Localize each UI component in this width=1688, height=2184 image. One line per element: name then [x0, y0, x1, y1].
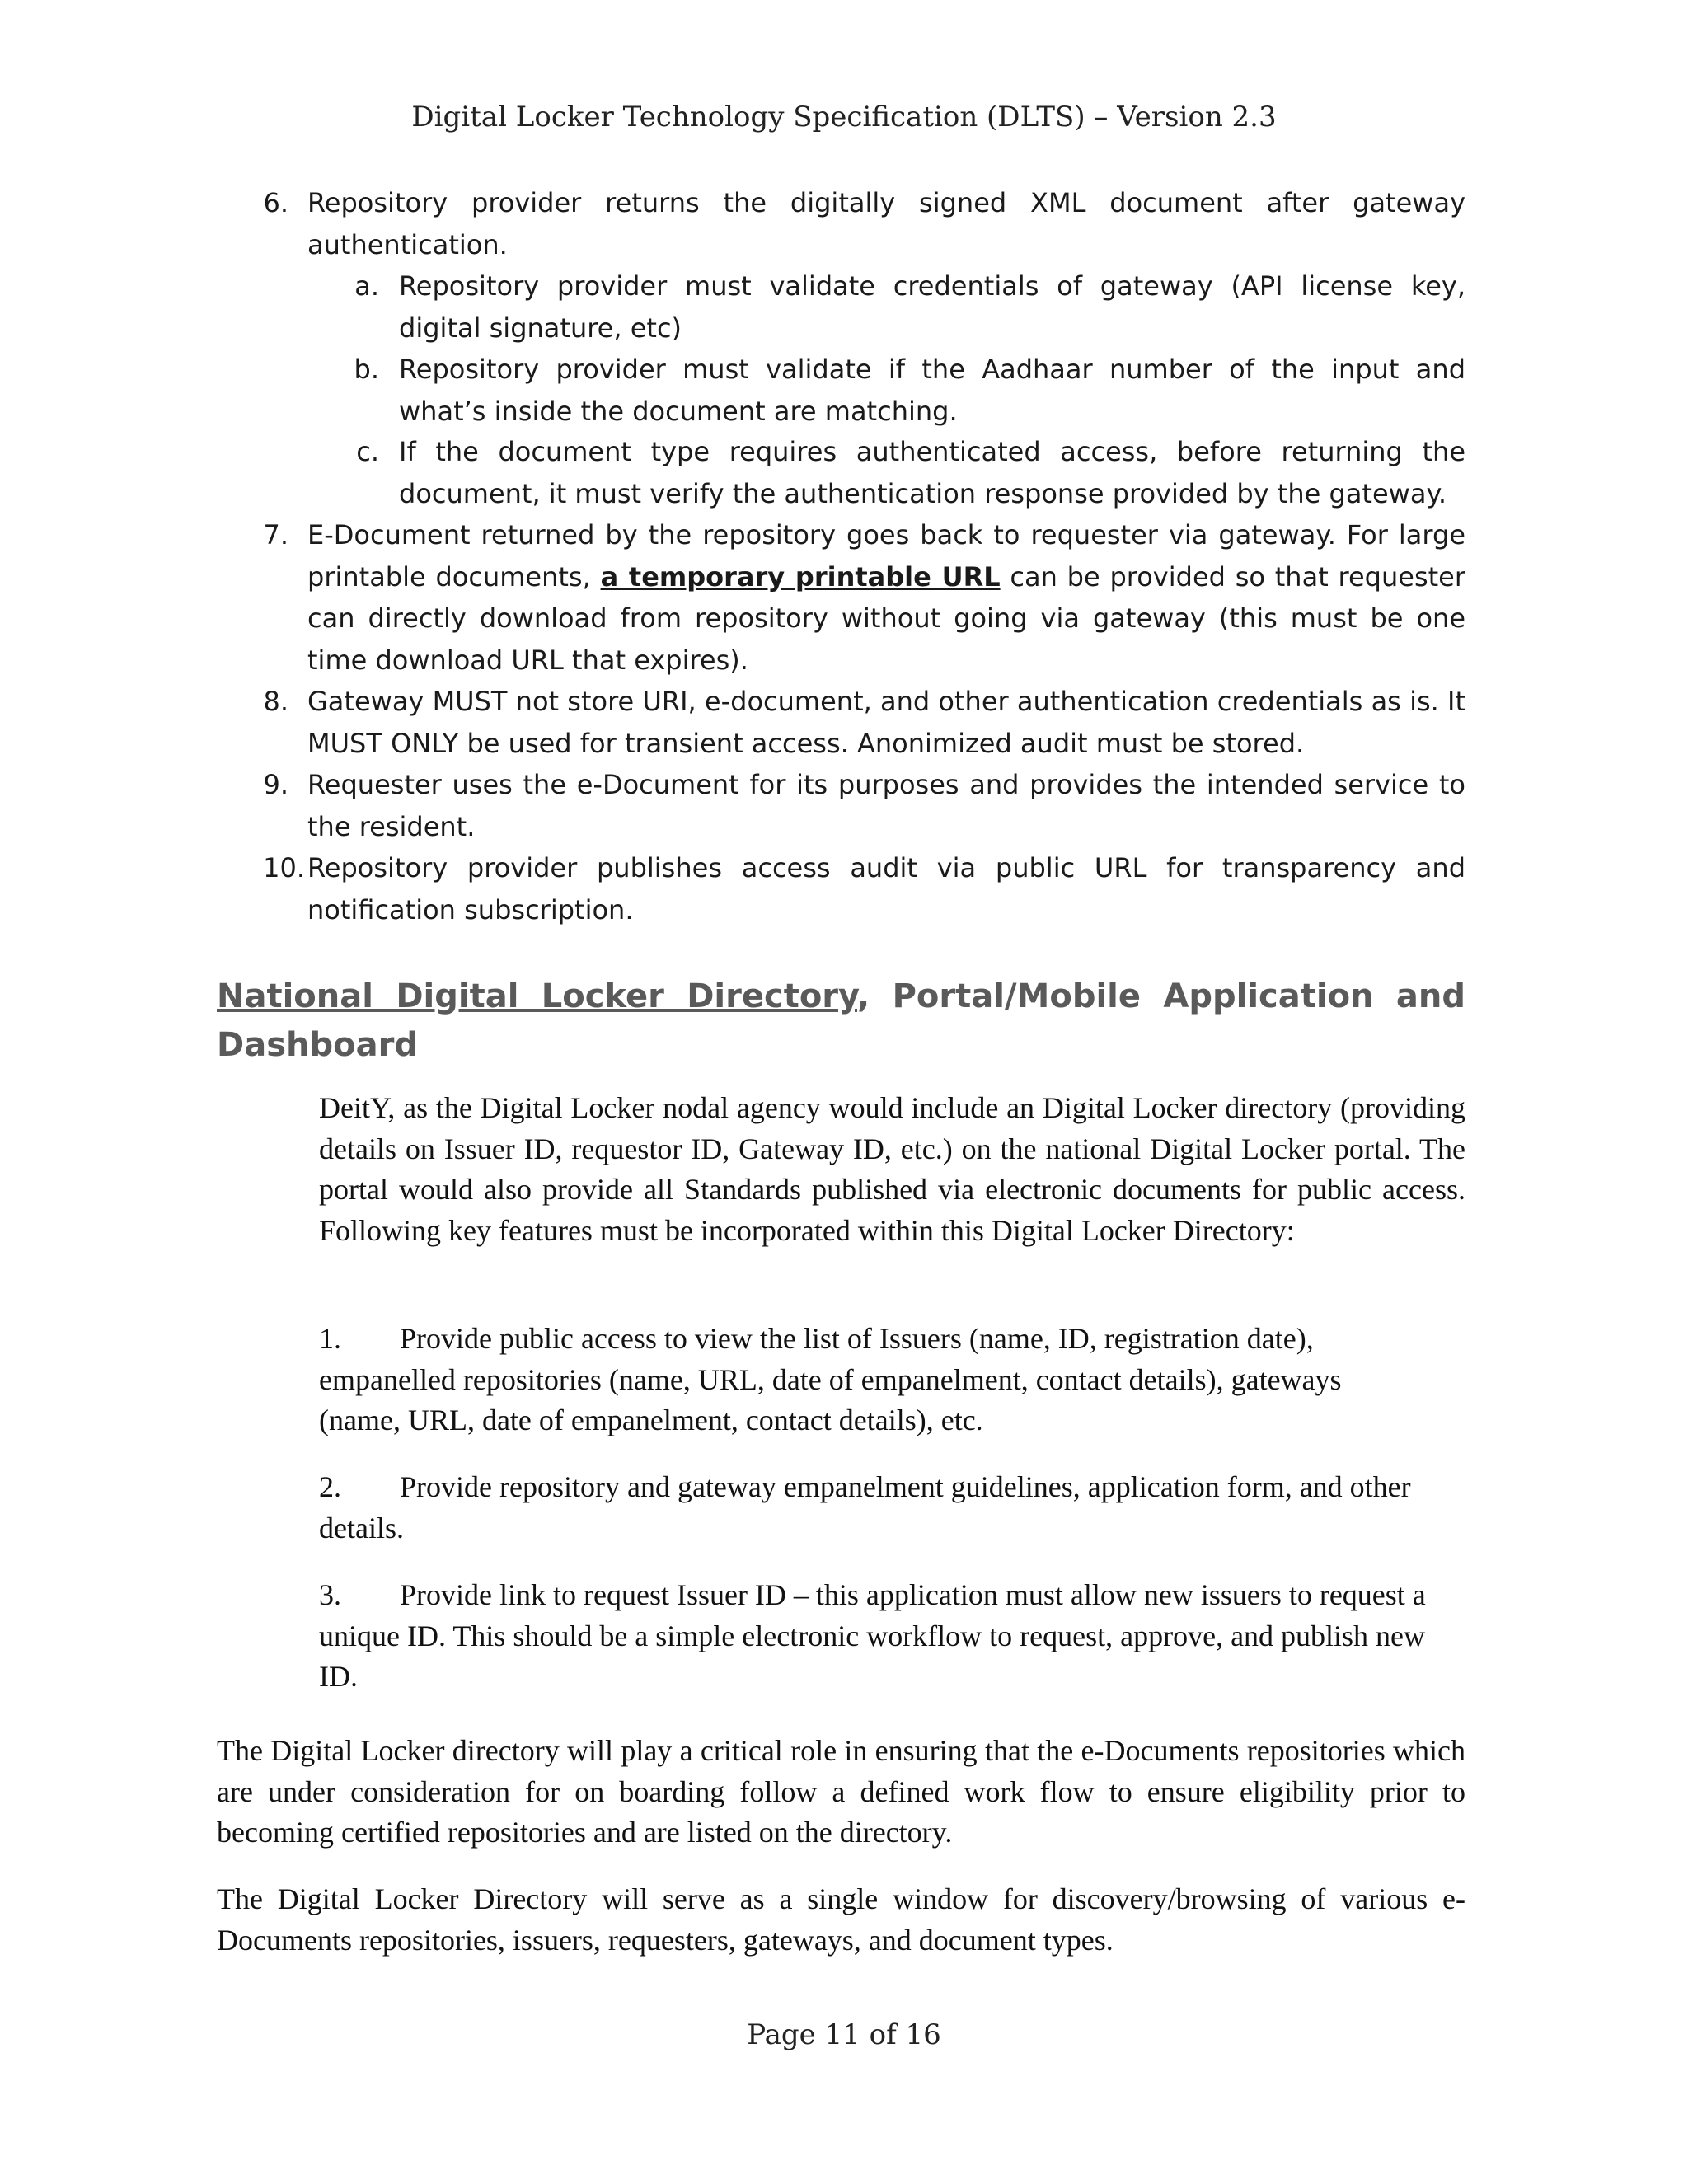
feature-number: 2. — [319, 1470, 341, 1503]
feature-number: 3. — [319, 1578, 341, 1611]
step-text: Repository provider returns the digitally signed XML document after gateway authentication. — [307, 187, 1465, 260]
body-paragraph: The Digital Locker directory will play a critical role in ensuring that the e-Documents repositories which are under consideration for on boarding follow a defined work flow to ensure eligibility prior to becoming certified repositories and are listed on the directory. — [217, 1734, 1465, 1849]
feature-item: 1. Provide public access to view the list of Issuers (name, ID, registration date), empanelled repositories (name, URL, date of empanelment, contact details), gateways (name, URL, date of empanelment, contact details), etc. — [319, 1319, 1465, 1441]
step-text: E-Document returned by the repository goes back to requester via gateway. For large printable documents, a temporary printable URL can be provided so that requester can directly download from repository without going via gateway (this must be one time download URL that expires). — [307, 519, 1466, 676]
feature-number: 1. — [319, 1322, 341, 1355]
step-number: 8. — [263, 686, 288, 717]
substep-text: If the document type requires authenticated access, before returning the document, it must verify the authentication response provided by the gateway. — [399, 436, 1465, 509]
step-text: Gateway MUST not store URI, e-document, and other authentication credentials as is. It MUST ONLY be used for transient access. Anonimized audit must be stored. — [307, 686, 1465, 759]
feature-item: 2. Provide repository and gateway empanelment guidelines, application form, and other details. — [319, 1467, 1465, 1549]
substep-letter: a. — [354, 270, 379, 302]
feature-item: 3. Provide link to request Issuer ID – this application must allow new issuers to request a unique ID. This should be a simple electronic workflow to request, approve, and publish new ID. — [319, 1575, 1465, 1698]
temporary-url-emphasis: a temporary printable URL — [600, 560, 1001, 593]
step-text: Requester uses the e-Document for its purposes and provides the intended service to the resident. — [307, 769, 1465, 842]
step-number: 10. — [263, 852, 305, 883]
running-header: Digital Locker Technology Specification (DLTS) – Version 2.3 — [411, 101, 1277, 134]
substep-text: Repository provider must validate credentials of gateway (API license key, digital signature, etc) — [399, 270, 1465, 344]
section-heading: National Digital Locker Directory, Portal/Mobile Application and Dashboard — [217, 977, 1465, 1064]
step-text: Repository provider publishes access audit via public URL for transparency and notification subscription. — [307, 852, 1465, 926]
substep-letter: c. — [356, 436, 379, 467]
intro-paragraph: DeitY, as the Digital Locker nodal agency would include an Digital Locker directory (providing details on Issuer ID, requestor ID, Gateway ID, etc.) on the national Digital Locker portal. The portal would also provide all Standards published via electronic documents for public access. Following key features must be incorporated within this Digital Locker Directory: — [319, 1091, 1465, 1247]
step-number: 6. — [263, 187, 288, 218]
substep-text: Repository provider must validate if the Aadhaar number of the input and what’s inside the document are matching. — [399, 354, 1465, 427]
substep-letter: b. — [354, 354, 379, 385]
step-number: 7. — [263, 519, 288, 551]
step-number: 9. — [263, 769, 288, 800]
page-number: Page 11 of 16 — [747, 2018, 941, 2051]
body-paragraph: The Digital Locker Directory will serve as a single window for discovery/browsing of various e-Documents repositories, issuers, requesters, gateways, and document types. — [217, 1882, 1465, 1957]
